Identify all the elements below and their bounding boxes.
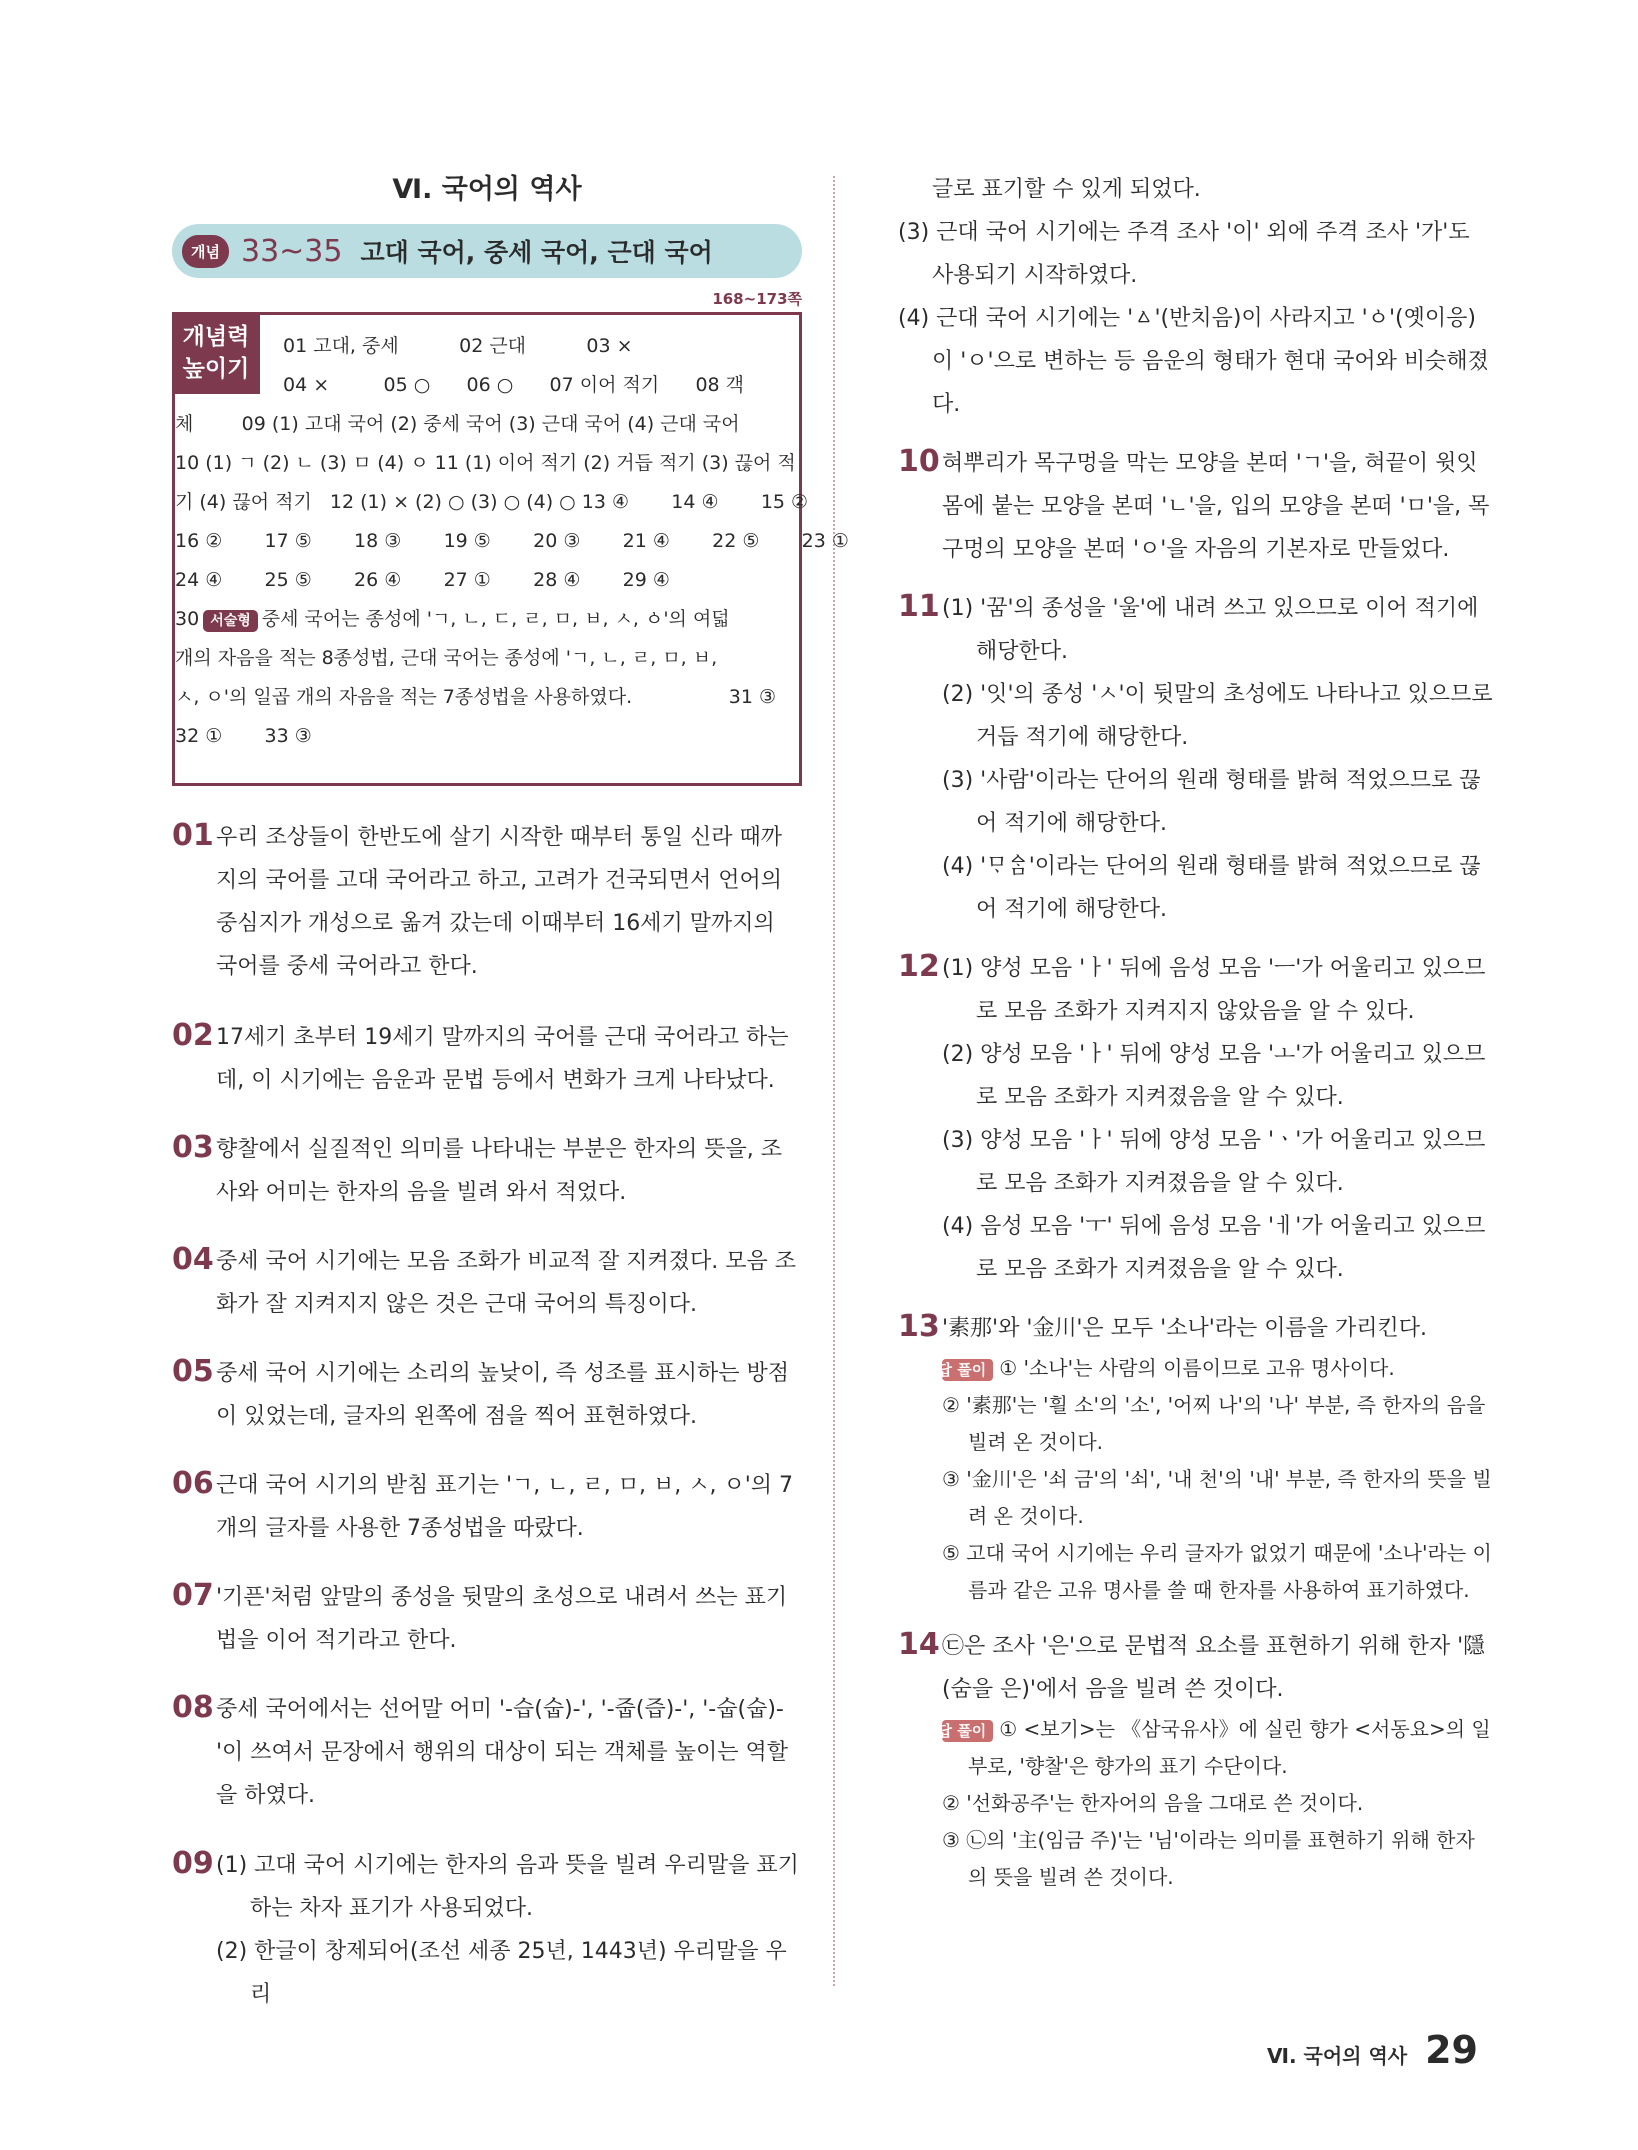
left-explanations [172, 816, 802, 2056]
section-bar [172, 224, 802, 278]
explanation-item: 08 중세 국어에서는 선어말 어미 '-습(숩)-', '-줍(즙)-', '-숩(숩)-'이 쓰여서 문장에서 행위의 대상이 되는 객체를 높이는 역할을 하였다. [172, 1690, 789, 1808]
explanation-item: 09 (1) 고대 국어 시기에는 한자의 음과 뜻을 빌려 우리말을 표기하는 차자 표기가 사용되었다. (2) 한글이 창제되어(조선 세종 25년, 1443년) 우리말을 우리 [172, 1846, 799, 2007]
answer-line: 16 ② 17 ⑤ 18 ③ 19 ⑤ 20 ③ 21 ④ 22 ⑤ 23 ① [175, 530, 849, 552]
unit-title: Ⅵ. 국어의 역사 [392, 174, 582, 205]
footer-unit-label: Ⅵ. 국어의 역사 [1267, 2044, 1408, 2068]
answer-line: ㅅ, ㅇ'의 일곱 개의 자음을 적는 7종성법을 사용하였다. 31 ③ [175, 686, 776, 708]
item-09-sub3: (3) 근대 국어 시기에는 주격 조사 '이' 외에 주격 조사 '가'도 사용되기 시작하였다. [898, 220, 1470, 288]
answer-line: 기 (4) 끊어 적기 12 (1) × (2) ○ (3) ○ (4) ○ 13 ④ 14 ④ 15 ② [175, 491, 809, 513]
page-reference: 168~173쪽 [712, 290, 802, 308]
page-footer [1267, 2028, 1478, 2072]
answer-line: 개의 자음을 적는 8종성법, 근대 국어는 종성에 'ㄱ, ㄴ, ㄹ, ㅁ, ㅂ, [175, 647, 718, 669]
item-09-sub4: (4) 근대 국어 시기에는 'ㅿ'(반치음)이 사라지고 'ㆁ'(옛이응)이 'ㅇ'으로 변하는 등 음운의 형태가 현대 국어와 비슷해졌다. [898, 306, 1489, 417]
answer-line: 01 고대, 중세 02 근대 03 × [283, 335, 633, 357]
left-column [172, 170, 849, 2056]
explanation-item: 04 중세 국어 시기에는 모음 조화가 비교적 잘 지켜졌다. 모음 조화가 잘 지켜지지 않은 것은 근대 국어의 특징이다. [172, 1242, 796, 1317]
right-column [898, 168, 1494, 1896]
answer-line: 10 (1) ㄱ (2) ㄴ (3) ㅁ (4) ㅇ 11 (1) 이어 적기 (2) 거듭 적기 (3) 끊어 적 [175, 452, 796, 474]
answer-box [172, 312, 849, 786]
answer-line: 32 ① 33 ③ [175, 725, 312, 747]
concept-badge: 개념 [182, 235, 229, 268]
explanation-item-13: 13 '素那'와 '金川'은 모두 '소나'라는 이름을 가리킨다. 오답 풀이 ① '소나'는 사람의 이름이므로 고유 명사이다. ② '素那'는 '흴 소'의 '소', '어찌 나'의 '나' 부분, 즉 한자의 음을 빌려 온 것이다. ③ '金川'은 '쇠 금'의 '쇠', '내 천'의 '내' 부분, 즉 한자의 뜻을 빌려 온 것이다. ⑤ 고대 국어 시기에는 우리 글자가 없었기 때문에 '소나'라는 이름과 같은 고유 명사를 쓸 때 한자를 사용하여 표기하였다. [898, 1309, 1492, 1602]
answer-line: 체 09 (1) 고대 국어 (2) 중세 국어 (3) 근대 국어 (4) 근대 국어 [175, 413, 740, 435]
explanation-item: 02 17세기 초부터 19세기 말까지의 국어를 근대 국어라고 하는데, 이 시기에는 음운과 문법 등에서 변화가 크게 나타났다. [172, 1018, 789, 1093]
explanation-item: 06 근대 국어 시기의 받침 표기는 'ㄱ, ㄴ, ㄹ, ㅁ, ㅂ, ㅅ, ㅇ'의 7개의 글자를 사용한 7종성법을 따랐다. [172, 1466, 794, 1541]
section-title: 고대 국어, 중세 국어, 근대 국어 [360, 238, 713, 267]
explanation-item-11: 11 (1) '꿈'의 종성을 '울'에 내려 쓰고 있으므로 이어 적기에 해당한다. (2) '잇'의 종성 'ㅅ'이 뒷말의 초성에도 나타나고 있으므로 거듭 적기에 해당한다. (3) '사람'이라는 단어의 원래 형태를 밝혀 적었으므로 끊어 적기에 해당한다. (4) 'ᄆᆞᅀᆞᆷ'이라는 단어의 원래 형태를 밝혀 적었으므로 끊어 적기에 해당한다. [898, 589, 1493, 922]
answer-line: 24 ④ 25 ⑤ 26 ④ 27 ① 28 ④ 29 ④ [175, 569, 670, 591]
explanation-item-14: 14 ㉢은 조사 '은'으로 문법적 요소를 표현하기 위해 한자 '隱(숨을 은)'에서 음을 빌려 쓴 것이다. 오답 풀이 ① <보기>는 《삼국유사》에 실린 향가 <서동요>의 일부로, '향찰'은 향가의 표기 수단이다. ② '선화공주'는 한자어의 음을 그대로 쓴 것이다. ③ ㉡의 '主(임금 주)'는 '님'이라는 의미를 표현하기 위해 한자의 뜻을 빌려 쓴 것이다. [898, 1627, 1491, 1889]
section-range: 33~35 [240, 233, 343, 269]
column-divider [833, 176, 835, 1986]
answer-line: 04 × 05 ○ 06 ○ 07 이어 적기 08 객 [283, 374, 745, 396]
explanation-item-12: 12 (1) 양성 모음 'ㅏ' 뒤에 음성 모음 'ㅡ'가 어울리고 있으므로 모음 조화가 지켜지지 않았음을 알 수 있다. (2) 양성 모음 'ㅏ' 뒤에 양성 모음 'ㅗ'가 어울리고 있으므로 모음 조화가 지켜졌음을 알 수 있다. (3) 양성 모음 'ㅏ' 뒤에 양성 모음 'ㆍ'가 어울리고 있으므로 모음 조화가 지켜졌음을 알 수 있다. (4) 음성 모음 'ㅜ' 뒤에 음성 모음 'ㅔ'가 어울리고 있으므로 모음 조화가 지켜졌음을 알 수 있다. [898, 949, 1486, 1282]
item-09-continued: 글로 표기할 수 있게 되었다. [932, 177, 1201, 202]
explanation-item: 01 우리 조상들이 한반도에 살기 시작한 때부터 통일 신라 때까지의 국어를 고대 국어라고 하고, 고려가 건국되면서 언어의 중심지가 개성으로 옮겨 갔는데 이때부터 16세기 말까지의 국어를 중세 국어라고 한다. [172, 818, 782, 979]
explanation-item: 03 향찰에서 실질적인 의미를 나타내는 부분은 한자의 뜻을, 조사와 어미는 한자의 음을 빌려 와서 적었다. [172, 1130, 782, 1205]
essay-tag: 서술형 [203, 610, 258, 632]
explanation-item-10: 10 혀뿌리가 목구멍을 막는 모양을 본떠 'ㄱ'을, 혀끝이 윗잇몸에 붙는 모양을 본떠 'ㄴ'을, 입의 모양을 본떠 'ㅁ'을, 목구멍의 모양을 본떠 'ㅇ'을 자음의 기본자로 만들었다. [898, 444, 1490, 562]
wrong-answer-tag: 오답 풀이 [942, 1359, 993, 1381]
explanation-item: 07 '기픈'처럼 앞말의 종성을 뒷말의 초성으로 내려서 쓰는 표기법을 이어 적기라고 한다. [172, 1578, 788, 1653]
explanation-item: 05 중세 국어 시기에는 소리의 높낮이, 즉 성조를 표시하는 방점이 있었는데, 글자의 왼쪽에 점을 찍어 표현하였다. [172, 1354, 789, 1429]
wrong-answer-tag: 오답 풀이 [942, 1720, 993, 1742]
page-number: 29 [1425, 2028, 1478, 2072]
answer-line: 30 서술형 중세 국어는 종성에 'ㄱ, ㄴ, ㄷ, ㄹ, ㅁ, ㅂ, ㅅ, ㆁ'의 여덟 [175, 608, 730, 630]
answer-box-label: 개념력 높이기 [172, 312, 260, 394]
